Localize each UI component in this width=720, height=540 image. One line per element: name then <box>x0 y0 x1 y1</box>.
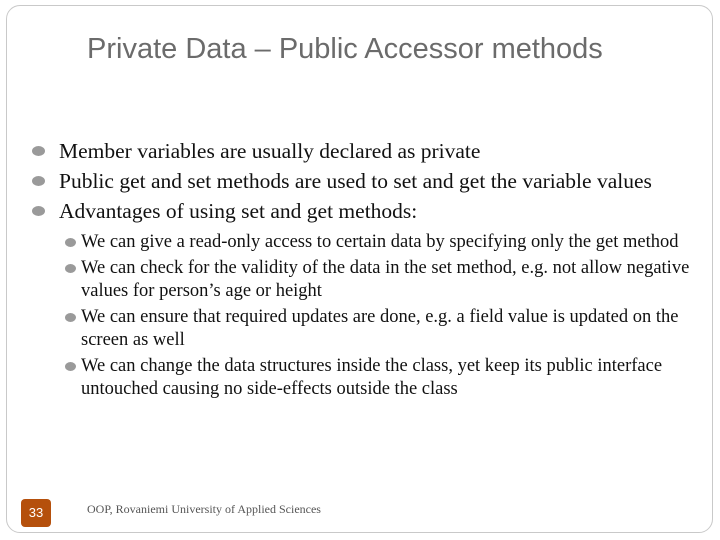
sub-bullet-text: We can change the data structures inside the class, yet keep its public interface untouched causing no side-effects outside the class <box>81 356 663 399</box>
bullet-icon <box>32 206 45 216</box>
footer-text: OOP, Rovaniemi University of Applied Sciences <box>87 502 321 516</box>
page-number-badge: 33 <box>21 499 51 527</box>
bullet-icon <box>65 313 76 322</box>
bullet-icon <box>32 146 45 156</box>
bullet-icon <box>65 362 76 371</box>
bullet-item <box>29 199 699 401</box>
bullet-item <box>29 169 699 193</box>
sub-bullet-text: We can give a read-only access to certain data by specifying only the get method <box>81 232 679 252</box>
slide-body <box>29 139 699 407</box>
bullet-icon <box>65 238 76 247</box>
bullet-text: Public get and set methods are used to set and get the variable values <box>59 169 652 193</box>
bullet-item <box>29 139 699 163</box>
slide-frame <box>6 5 713 533</box>
bullet-list <box>29 139 699 401</box>
sub-bullet-item <box>59 306 699 352</box>
sub-bullet-item <box>59 231 699 254</box>
bullet-text: Advantages of using set and get methods: <box>59 199 418 223</box>
bullet-icon <box>32 176 45 186</box>
sub-bullet-item <box>59 257 699 303</box>
sub-bullet-list <box>59 231 699 401</box>
bullet-text: Member variables are usually declared as private <box>59 139 481 163</box>
bullet-icon <box>65 264 76 273</box>
sub-bullet-text: We can check for the validity of the data in the set method, e.g. not allow negative values for person’s age or height <box>81 258 690 301</box>
sub-bullet-item <box>59 355 699 401</box>
sub-bullet-text: We can ensure that required updates are done, e.g. a field value is updated on the screen as well <box>81 307 679 350</box>
slide-title: Private Data – Public Accessor methods <box>87 33 603 65</box>
